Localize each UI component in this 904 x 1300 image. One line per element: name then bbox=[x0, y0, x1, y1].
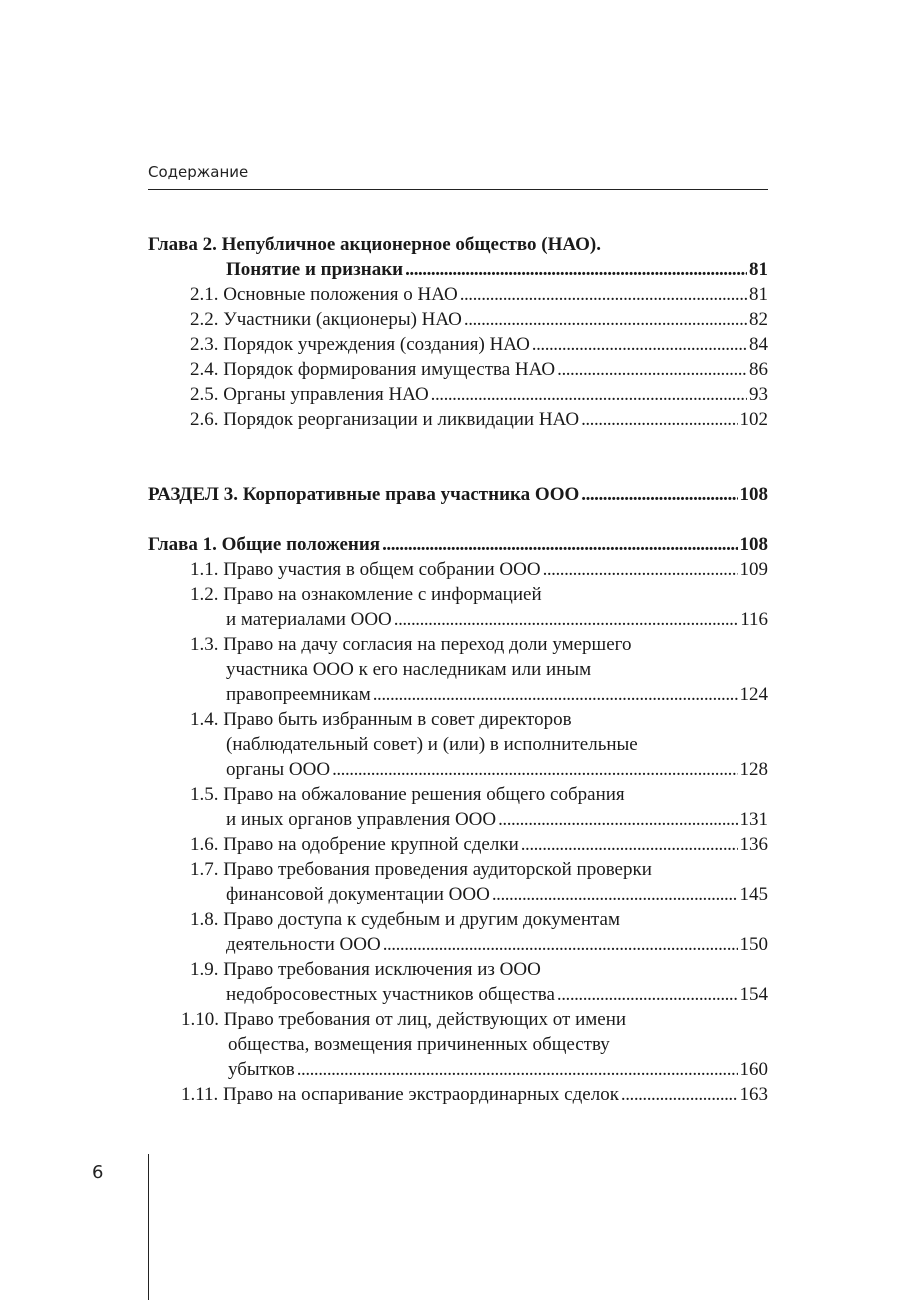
dot-leader bbox=[532, 332, 747, 357]
toc-entry-1-8-line-2[interactable] bbox=[148, 932, 768, 957]
toc-entry-text: 1.1. Право участия в общем собрании ООО bbox=[190, 559, 541, 580]
toc-entry-1-4-line-1[interactable] bbox=[148, 707, 768, 732]
dot-leader bbox=[431, 382, 747, 407]
toc-entry-2-5[interactable] bbox=[148, 382, 768, 407]
toc-page-number: 86 bbox=[749, 359, 768, 380]
toc-entry-text: общества, возмещения причиненных обществу bbox=[228, 1034, 610, 1055]
dot-leader bbox=[521, 832, 738, 857]
toc-page-number: 116 bbox=[740, 609, 768, 630]
toc-entry-text: 2.6. Порядок реорганизации и ликвидации НАО bbox=[190, 409, 580, 430]
toc-entry-text: (наблюдательный совет) и (или) в исполнительные bbox=[226, 734, 638, 755]
toc-entry-1-7-line-2[interactable] bbox=[148, 882, 768, 907]
toc-page-number: 93 bbox=[749, 384, 768, 405]
toc-entry-1-3-line-3[interactable] bbox=[148, 682, 768, 707]
table-of-contents bbox=[148, 232, 768, 1107]
toc-chapter-2-entry[interactable] bbox=[148, 257, 768, 282]
toc-entry-text: 2.5. Органы управления НАО bbox=[190, 384, 429, 405]
toc-entry-2-1[interactable] bbox=[148, 282, 768, 307]
dot-leader bbox=[332, 757, 737, 782]
toc-entry-text: 1.8. Право доступа к судебным и другим документам bbox=[190, 909, 620, 930]
toc-entry-text: правопреемникам bbox=[226, 684, 371, 705]
toc-entry-text: и материалами ООО bbox=[226, 609, 392, 630]
toc-entry-text: органы ООО bbox=[226, 759, 331, 780]
toc-page-number: 108 bbox=[739, 534, 768, 555]
toc-chapter-2-title: Глава 2. Непубличное акционерное общество (НАО). bbox=[148, 234, 602, 255]
toc-entry-text: 1.2. Право на ознакомление с информацией bbox=[190, 584, 542, 605]
toc-page-number: 150 bbox=[739, 934, 768, 955]
toc-entry-1-10-line-3[interactable] bbox=[148, 1057, 768, 1082]
toc-entry-text: недобросовестных участников общества bbox=[226, 984, 555, 1005]
toc-chapter-1-title: Глава 1. Общие положения bbox=[148, 534, 381, 555]
dot-leader bbox=[581, 482, 737, 507]
toc-entry-1-4-line-2[interactable] bbox=[148, 732, 768, 757]
toc-page-number: 102 bbox=[739, 409, 768, 430]
toc-entry-text: деятельности ООО bbox=[226, 934, 381, 955]
toc-entry-1-9-line-2[interactable] bbox=[148, 982, 768, 1007]
toc-entry-1-2-line-1[interactable] bbox=[148, 582, 768, 607]
toc-entry-text: 2.3. Порядок учреждения (создания) НАО bbox=[190, 334, 530, 355]
toc-page-number: 163 bbox=[739, 1084, 768, 1105]
toc-entry-1-7-line-1[interactable] bbox=[148, 857, 768, 882]
toc-entry-text: 2.1. Основные положения о НАО bbox=[190, 284, 458, 305]
toc-page-number: 81 bbox=[749, 259, 768, 280]
toc-entry-1-5-line-2[interactable] bbox=[148, 807, 768, 832]
dot-leader bbox=[464, 307, 747, 332]
dot-leader bbox=[543, 557, 738, 582]
dot-leader bbox=[382, 532, 737, 557]
toc-entry-2-2[interactable] bbox=[148, 307, 768, 332]
toc-entry-1-10-line-2[interactable] bbox=[148, 1032, 768, 1057]
dot-leader bbox=[492, 882, 738, 907]
toc-page-number: 128 bbox=[739, 759, 768, 780]
dot-leader bbox=[383, 932, 738, 957]
toc-page-number: 109 bbox=[739, 559, 768, 580]
toc-page-number: 82 bbox=[749, 309, 768, 330]
running-head-title: Содержание bbox=[148, 163, 249, 181]
margin-rule bbox=[148, 1154, 149, 1300]
toc-entry-text: 1.7. Право требования проведения аудиторской проверки bbox=[190, 859, 652, 880]
toc-page-number: 108 bbox=[739, 484, 768, 505]
toc-entry-text: 1.9. Право требования исключения из ООО bbox=[190, 959, 541, 980]
toc-entry-2-6[interactable] bbox=[148, 407, 768, 432]
toc-page-number: 124 bbox=[739, 684, 768, 705]
toc-entry-text: 1.5. Право на обжалование решения общего собрания bbox=[190, 784, 625, 805]
toc-entry-1-11[interactable] bbox=[148, 1082, 768, 1107]
page-number: 6 bbox=[92, 1162, 104, 1183]
toc-entry-1-10-line-1[interactable] bbox=[148, 1007, 768, 1032]
toc-entry-text: 1.11. Право на оспаривание экстраординарных сделок bbox=[181, 1084, 619, 1105]
toc-entry-1-4-line-3[interactable] bbox=[148, 757, 768, 782]
toc-entry-text: 1.10. Право требования от лиц, действующих от имени bbox=[181, 1009, 627, 1030]
toc-page-number: 84 bbox=[749, 334, 768, 355]
dot-leader bbox=[621, 1082, 738, 1107]
toc-entry-text: 1.3. Право на дачу согласия на переход доли умершего bbox=[190, 634, 632, 655]
dot-leader bbox=[557, 357, 747, 382]
toc-chapter-2-subtitle: Понятие и признаки bbox=[226, 259, 404, 280]
toc-chapter-1[interactable] bbox=[148, 532, 768, 557]
toc-entry-2-4[interactable] bbox=[148, 357, 768, 382]
toc-section-3-title: РАЗДЕЛ 3. Корпоративные права участника ООО bbox=[148, 484, 580, 505]
toc-entry-1-5-line-1[interactable] bbox=[148, 782, 768, 807]
toc-entry-1-6[interactable] bbox=[148, 832, 768, 857]
dot-leader bbox=[297, 1057, 738, 1082]
dot-leader bbox=[394, 607, 738, 632]
toc-entry-text: убытков bbox=[228, 1059, 295, 1080]
toc-entry-text: участника ООО к его наследникам или иным bbox=[226, 659, 592, 680]
toc-entry-1-2-line-2[interactable] bbox=[148, 607, 768, 632]
toc-section-3[interactable] bbox=[148, 482, 768, 507]
dot-leader bbox=[460, 282, 747, 307]
toc-entry-2-3[interactable] bbox=[148, 332, 768, 357]
toc-entry-1-3-line-1[interactable] bbox=[148, 632, 768, 657]
header-rule bbox=[148, 189, 768, 190]
toc-page-number: 160 bbox=[739, 1059, 768, 1080]
toc-entry-text: 1.6. Право на одобрение крупной сделки bbox=[190, 834, 519, 855]
toc-entry-1-3-line-2[interactable] bbox=[148, 657, 768, 682]
toc-chapter-2-heading bbox=[148, 232, 768, 257]
dot-leader bbox=[581, 407, 737, 432]
dot-leader bbox=[373, 682, 738, 707]
dot-leader bbox=[557, 982, 738, 1007]
toc-entry-text: 1.4. Право быть избранным в совет директоров bbox=[190, 709, 572, 730]
dot-leader bbox=[498, 807, 737, 832]
toc-entry-1-9-line-1[interactable] bbox=[148, 957, 768, 982]
toc-page-number: 136 bbox=[739, 834, 768, 855]
toc-page-number: 131 bbox=[739, 809, 768, 830]
toc-page-number: 145 bbox=[739, 884, 768, 905]
toc-page-number: 81 bbox=[749, 284, 768, 305]
toc-entry-text: 2.2. Участники (акционеры) НАО bbox=[190, 309, 462, 330]
dot-leader bbox=[405, 257, 747, 282]
toc-entry-1-8-line-1[interactable] bbox=[148, 907, 768, 932]
toc-entry-text: 2.4. Порядок формирования имущества НАО bbox=[190, 359, 556, 380]
toc-entry-text: и иных органов управления ООО bbox=[226, 809, 497, 830]
toc-entry-text: финансовой документации ООО bbox=[226, 884, 490, 905]
toc-page-number: 154 bbox=[739, 984, 768, 1005]
toc-entry-1-1[interactable] bbox=[148, 557, 768, 582]
